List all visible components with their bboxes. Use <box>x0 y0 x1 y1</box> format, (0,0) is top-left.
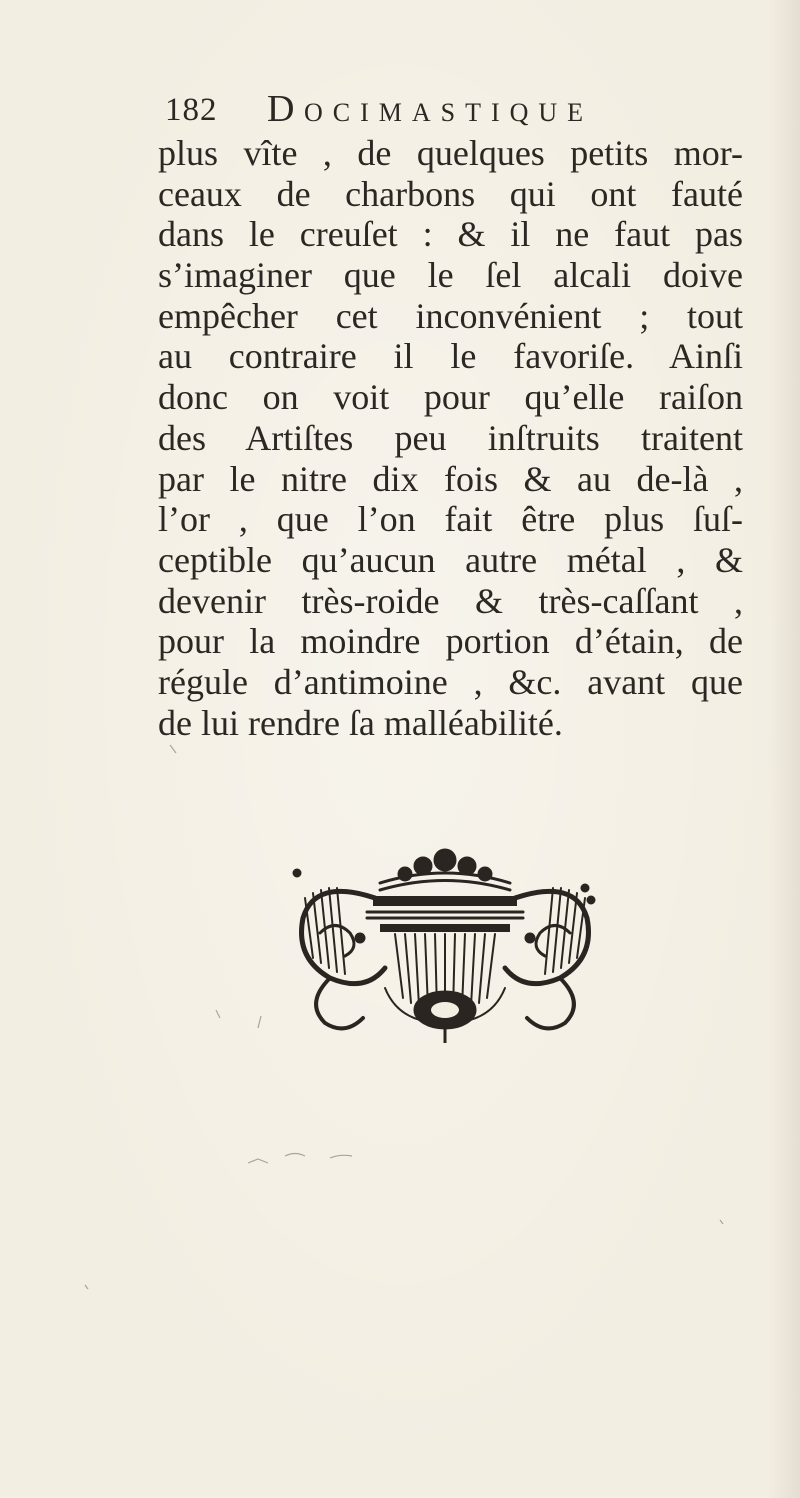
text-line: pour la moindre portion d’étain, de <box>158 621 743 662</box>
text-line: ceaux de charbons qui ont fauté <box>158 173 743 214</box>
text-line: par le nitre dix fois & au de-là , <box>158 458 743 499</box>
text-line: au contraire il le favoriſe. Ainſi <box>158 336 743 377</box>
text-line: de lui rendre ſa malléabilité. <box>158 702 563 743</box>
text-line: l’or , que l’on fait être plus ſuſ- <box>158 499 743 540</box>
text-line: plus vîte , de quelques petits mor- <box>158 133 743 173</box>
running-head-rest: OCIMASTIQUE <box>303 98 594 127</box>
text-line: des Artiſtes peu inſtruits traitent <box>158 417 743 458</box>
page-number: 182 <box>165 92 218 128</box>
running-head-initial: D <box>267 88 295 130</box>
text-line: ceptible qu’aucun autre métal , & <box>158 539 743 580</box>
text-line: donc on voit pour qu’elle raiſon <box>158 377 743 418</box>
text-line: empêcher cet inconvénient ; tout <box>158 295 743 336</box>
text-line: devenir très-roide & très-caſſant , <box>158 580 743 621</box>
text-line: s’imaginer que le ſel alcali doive <box>158 255 743 296</box>
text-line: dans le creuſet : & il ne faut pas <box>158 214 743 255</box>
text-line: régule d’antimoine , &c. avant que <box>158 661 743 702</box>
